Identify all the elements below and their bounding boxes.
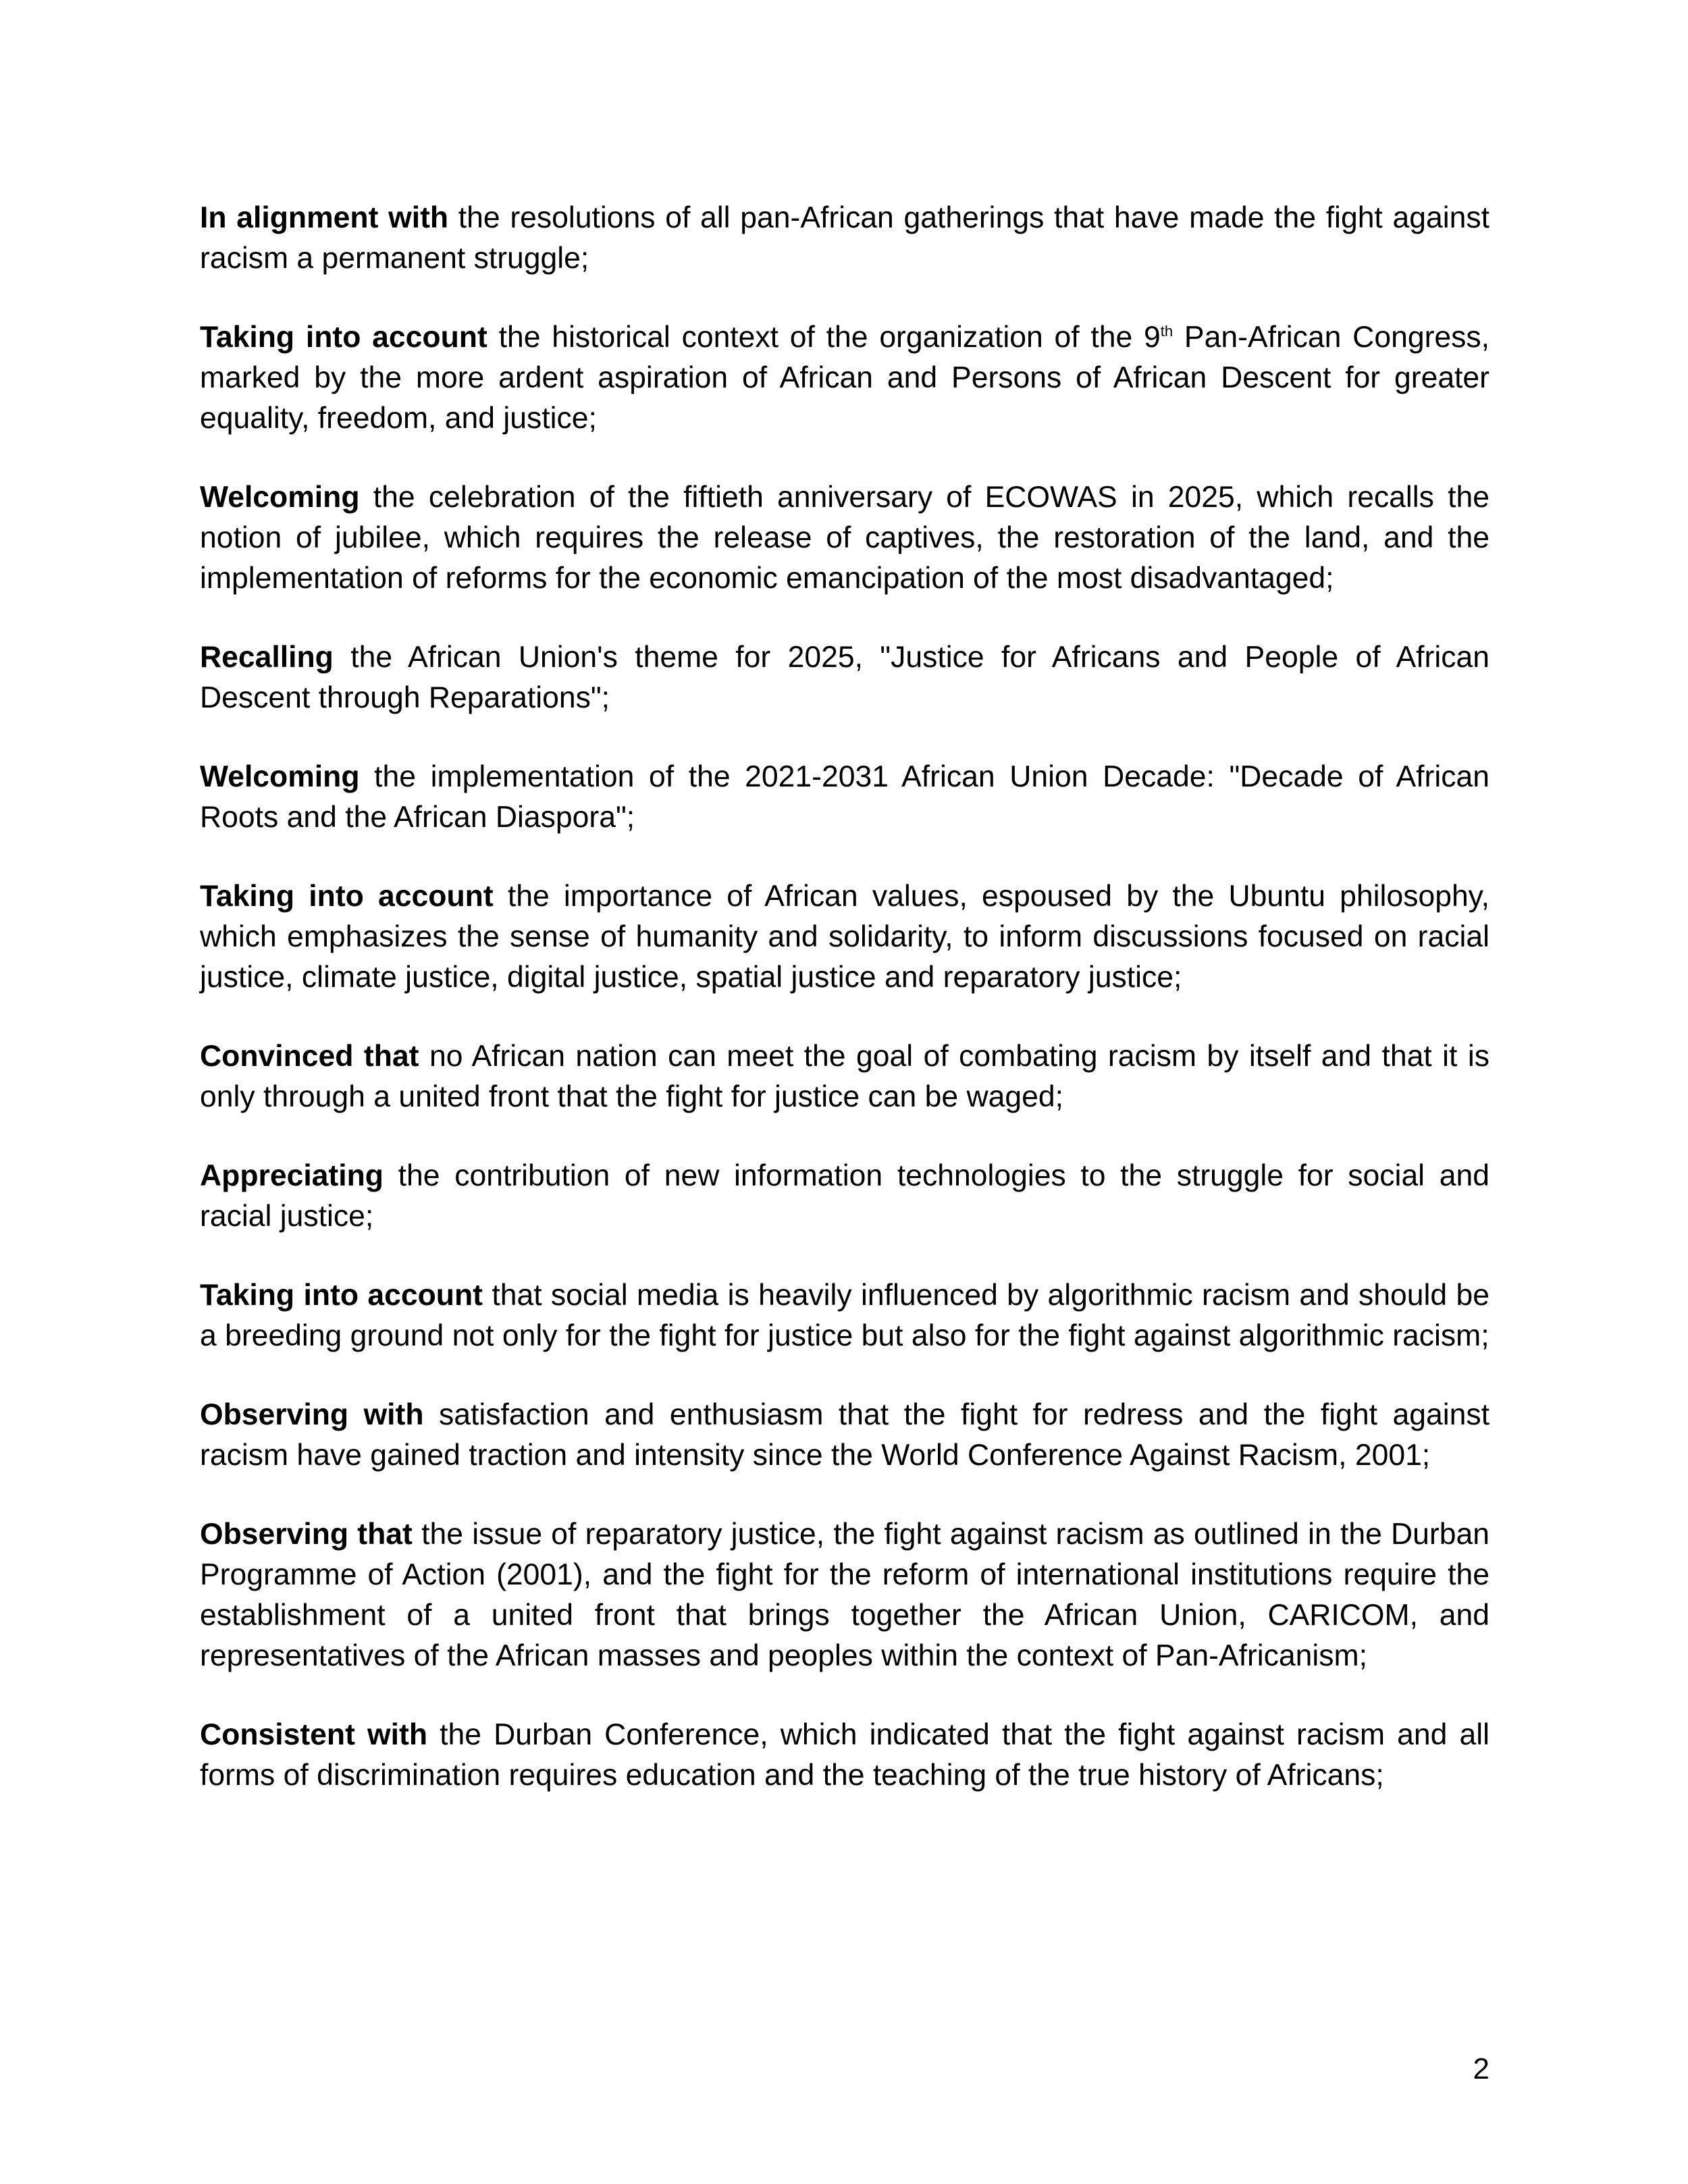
paragraph-in-alignment-with [200, 198, 1489, 279]
paragraph-text: the historical context of the organization of the 9 [487, 321, 1161, 354]
paragraph-lead: Welcoming [200, 481, 360, 514]
paragraph-appreciating [200, 1156, 1489, 1237]
paragraph-text: the resolutions of all pan-African gatherings that have made the fight against racism a permanent struggle; [200, 201, 1489, 275]
page-number: 2 [1473, 2052, 1489, 2085]
paragraph-text-continued: Pan-African Congress, marked by the more ardent aspiration of African and Persons of African Descent for greater equality, freedom, and justice; [200, 321, 1490, 435]
ordinal-superscript: th [1160, 323, 1173, 340]
paragraph-text: no African nation can meet the goal of combating racism by itself and that it is only through a united front that the fight for justice can be waged; [200, 1040, 1489, 1113]
paragraph-text: the implementation of the 2021-2031 African Union Decade: "Decade of African Roots and the African Diaspora"; [200, 760, 1489, 834]
paragraph-lead: Taking into account [200, 321, 487, 354]
paragraph-lead: Recalling [200, 641, 334, 674]
paragraph-lead: Convinced that [200, 1040, 419, 1073]
paragraph-welcoming-decade [200, 757, 1489, 838]
paragraph-text: that social media is heavily influenced by algorithmic racism and should be a breeding ground not only for the fight for justice but also for the fight against algorithmic racism; [200, 1279, 1489, 1352]
paragraph-lead: Welcoming [200, 760, 360, 793]
paragraph-lead: Consistent with [200, 1718, 428, 1751]
paragraph-taking-into-account-historical [200, 317, 1489, 439]
paragraph-observing-that [200, 1514, 1489, 1676]
paragraph-convinced-that [200, 1036, 1489, 1117]
paragraph-text: the contribution of new information technologies to the struggle for social and racial justice; [200, 1159, 1489, 1233]
paragraph-taking-into-account-ubuntu [200, 876, 1489, 998]
page-body [200, 198, 1489, 1834]
paragraph-text: the Durban Conference, which indicated that the fight against racism and all forms of discrimination requires education and the teaching of the true history of Africans; [200, 1718, 1489, 1792]
paragraph-consistent-with [200, 1715, 1489, 1796]
paragraph-lead: Appreciating [200, 1159, 384, 1192]
paragraph-welcoming-ecowas [200, 477, 1489, 599]
paragraph-lead: Taking into account [200, 880, 494, 913]
paragraph-text: the issue of reparatory justice, the fight against racism as outlined in the Durban Programme of Action (2001), and the fight for the reform of international institutions require the establishment of a united front that brings together the African Union, CARICOM, and representatives of the African masses and peoples within the context of Pan-Africanism; [200, 1518, 1489, 1672]
paragraph-lead: Observing that [200, 1518, 413, 1551]
paragraph-recalling [200, 637, 1489, 718]
paragraph-text: the celebration of the fiftieth anniversary of ECOWAS in 2025, which recalls the notion of jubilee, which requires the release of captives, the restoration of the land, and the implementation of reforms for the economic emancipation of the most disadvantaged; [200, 481, 1489, 595]
paragraph-lead: In alignment with [200, 201, 449, 234]
paragraph-text: the importance of African values, espoused by the Ubuntu philosophy, which emphasizes the sense of humanity and solidarity, to inform discussions focused on racial justice, climate justice, digital justice, spatial justice and reparatory justice; [200, 880, 1489, 994]
paragraph-lead: Observing with [200, 1398, 424, 1431]
paragraph-lead: Taking into account [200, 1279, 483, 1312]
paragraph-text: satisfaction and enthusiasm that the fight for redress and the fight against racism have gained traction and intensity since the World Conference Against Racism, 2001; [200, 1398, 1489, 1472]
paragraph-text: the African Union's theme for 2025, "Justice for Africans and People of African Descent through Reparations"; [200, 641, 1489, 714]
paragraph-observing-with [200, 1395, 1489, 1476]
paragraph-taking-into-account-social-media [200, 1275, 1489, 1356]
